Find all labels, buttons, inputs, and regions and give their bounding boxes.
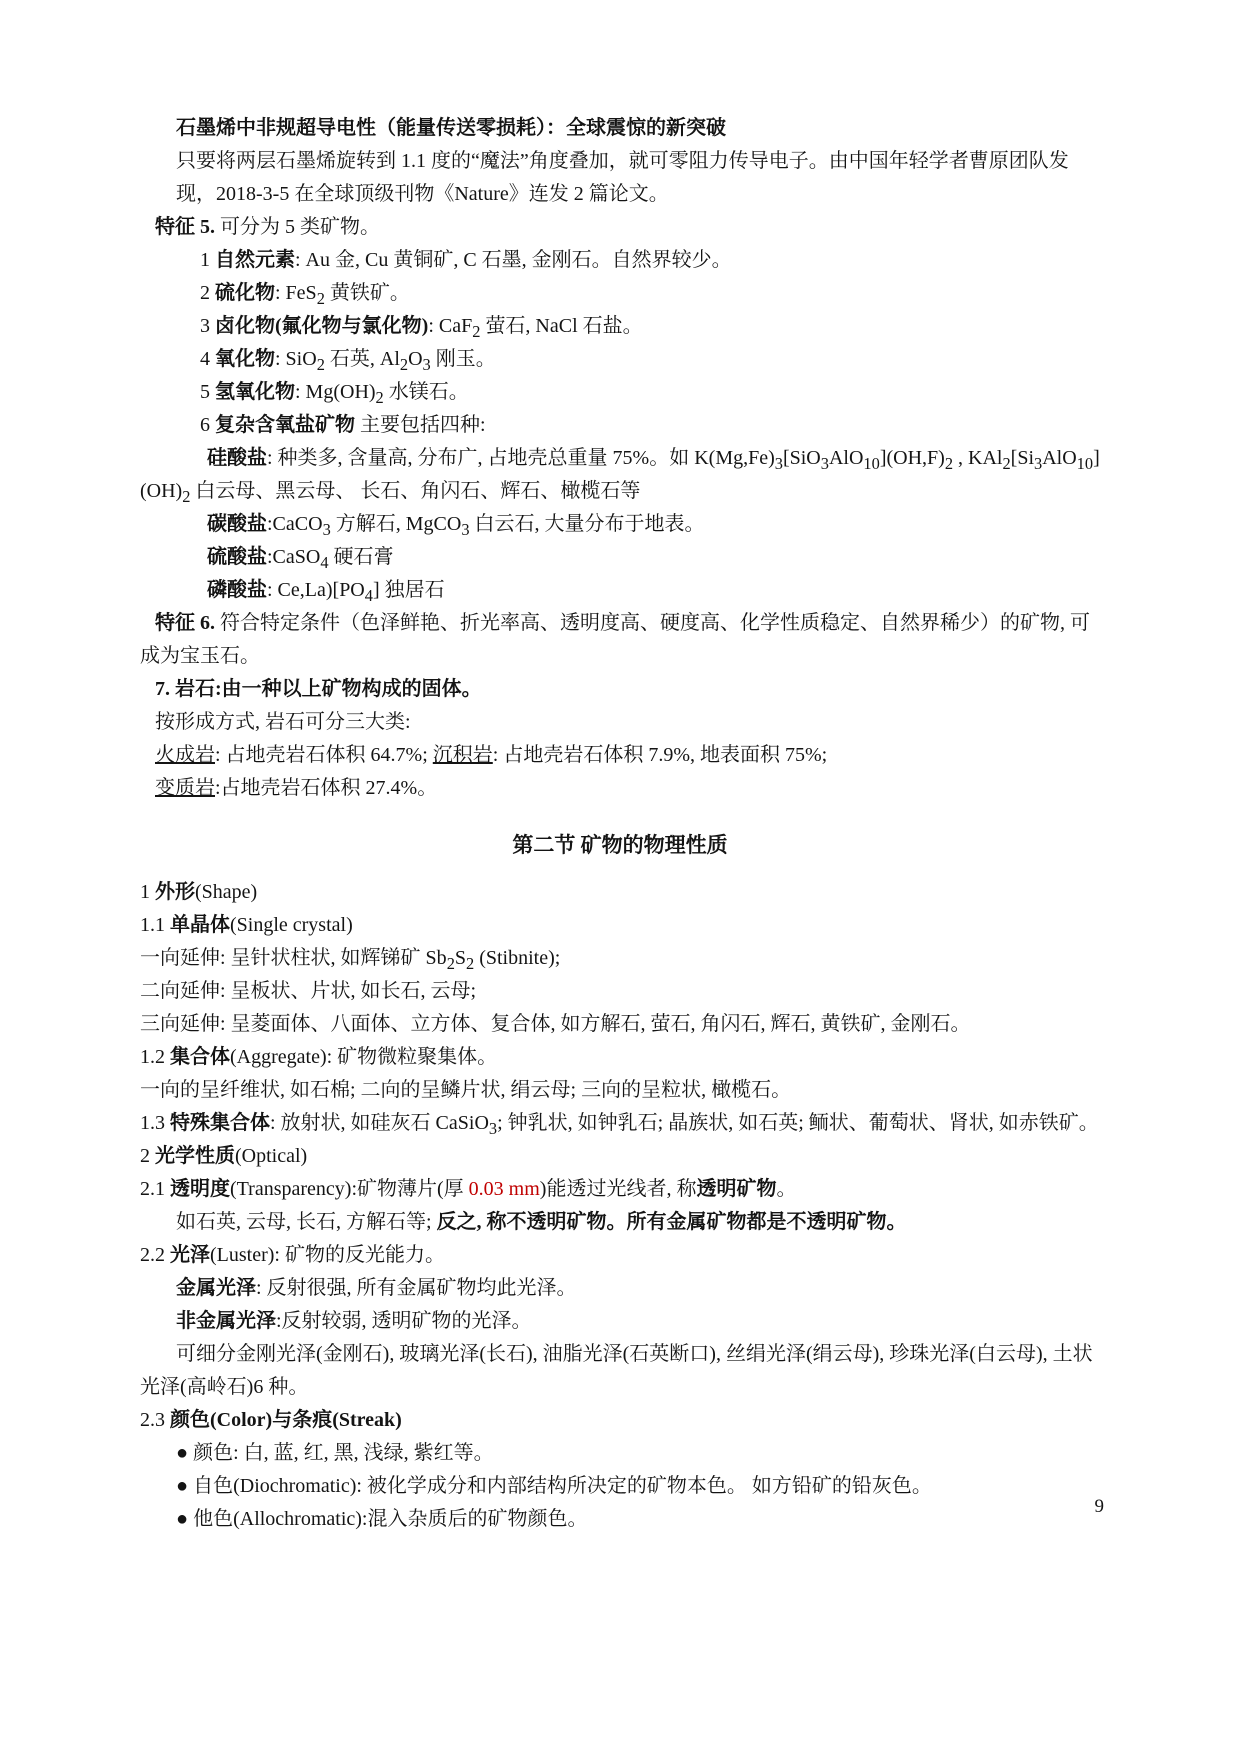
bullet-icon: ● bbox=[176, 1508, 189, 1530]
text-segment: : 占地壳岩石体积 64.7%; bbox=[215, 744, 433, 766]
text-segment: 1 bbox=[140, 881, 155, 903]
text-segment: 二向延伸: 呈板状、片状, 如长石, 云母; bbox=[140, 980, 477, 1002]
text-segment: ; 钟乳状, 如钟乳石; 晶族状, 如石英; 鲕状、葡萄状、肾状, 如赤铁矿。 bbox=[497, 1112, 1099, 1134]
text-segment: ](OH) bbox=[140, 447, 1100, 502]
text-line bbox=[207, 541, 1100, 574]
text-segment: 集合体 bbox=[170, 1046, 230, 1068]
text-segment: [SiO bbox=[782, 447, 821, 469]
text-line bbox=[155, 211, 1100, 244]
text-segment: 萤石, NaCl 石盐。 bbox=[480, 315, 643, 337]
text-line bbox=[155, 706, 1100, 739]
text-segment: 石英, Al bbox=[324, 348, 400, 370]
text-segment: 三向延伸: 呈菱面体、八面体、立方体、复合体, 如方解石, 萤石, 角闪石, 辉石, 黄铁矿, 金刚石。 bbox=[140, 1013, 971, 1035]
text-line bbox=[155, 673, 1100, 706]
text-segment: 自色(Diochromatic): 被化学成分和内部结构所决定的矿物本色。 如方铅矿的铅灰色。 bbox=[188, 1475, 932, 1497]
text-segment: 自然元素 bbox=[215, 249, 295, 271]
text-segment: [Si bbox=[1010, 447, 1035, 469]
text-segment: :CaSO bbox=[267, 546, 321, 568]
text-segment: 6 bbox=[200, 414, 215, 436]
text-segment: 3 bbox=[488, 1119, 498, 1139]
text-segment: :CaCO bbox=[267, 513, 323, 535]
text-line bbox=[207, 508, 1100, 541]
text-line bbox=[200, 343, 1100, 376]
text-segment: (Luster): 矿物的反光能力。 bbox=[210, 1244, 445, 1266]
text-segment: 白云母、黑云母、 长石、角闪石、辉石、橄榄石等 bbox=[190, 480, 641, 502]
text-segment: 金属光泽 bbox=[176, 1277, 256, 1299]
text-segment: 变质岩 bbox=[155, 777, 215, 799]
text-line bbox=[140, 1239, 1100, 1272]
text-segment: 3 bbox=[774, 454, 783, 474]
text-segment: 3 bbox=[1034, 454, 1043, 474]
text-segment: 外形 bbox=[155, 881, 195, 903]
text-segment: 特征 5. bbox=[155, 216, 215, 238]
text-segment: 2.2 bbox=[140, 1244, 170, 1266]
bullet-icon: ● bbox=[176, 1475, 189, 1497]
text-segment: 透明矿物 bbox=[696, 1178, 777, 1200]
text-segment: 2 bbox=[944, 454, 954, 474]
text-segment: 如石英, 云母, 长石, 方解石等; bbox=[176, 1211, 437, 1233]
bullet-icon: ● bbox=[176, 1442, 189, 1464]
text-segment: (Aggregate): 矿物微粒聚集体。 bbox=[230, 1046, 498, 1068]
section-heading bbox=[140, 829, 1100, 862]
text-segment: 他色(Allochromatic):混入杂质后的矿物颜色。 bbox=[188, 1508, 588, 1530]
text-segment: 硫酸盐 bbox=[207, 546, 267, 568]
text-segment: 3 bbox=[820, 454, 829, 474]
text-segment: 主要包括四种: bbox=[355, 414, 486, 436]
text-segment: 可分为 5 类矿物。 bbox=[215, 216, 380, 238]
text-segment: )能透过光线者, 称 bbox=[539, 1178, 697, 1200]
text-segment: 2 bbox=[316, 355, 325, 375]
text-segment: 颜色(Color)与条痕(Streak) bbox=[170, 1409, 402, 1431]
text-segment: : CaF bbox=[428, 315, 473, 337]
text-line bbox=[200, 409, 1100, 442]
text-segment: 2.1 bbox=[140, 1178, 170, 1200]
text-segment: 2 bbox=[1002, 454, 1011, 474]
text-segment: 3 bbox=[322, 520, 331, 540]
page-number: 9 bbox=[1094, 1496, 1104, 1517]
text-segment: 2 bbox=[472, 322, 481, 342]
text-segment: : 放射状, 如硅灰石 CaSiO bbox=[270, 1112, 489, 1134]
text-line bbox=[176, 1437, 1100, 1470]
text-line bbox=[207, 574, 1100, 607]
text-segment: 光泽 bbox=[170, 1244, 210, 1266]
text-line bbox=[140, 607, 1100, 673]
text-segment: S bbox=[454, 947, 467, 969]
text-segment: 复杂含氧盐矿物 bbox=[215, 414, 355, 436]
text-segment: 单晶体 bbox=[170, 914, 230, 936]
text-line bbox=[200, 376, 1100, 409]
text-line bbox=[140, 1008, 1100, 1041]
text-segment: 3 bbox=[422, 355, 431, 375]
text-segment: 4 bbox=[364, 586, 373, 606]
text-segment: : Mg(OH) bbox=[295, 381, 376, 403]
text-segment: 方解石, MgCO bbox=[330, 513, 462, 535]
text-segment: 按形成方式, 岩石可分三大类: bbox=[155, 711, 411, 733]
text-segment: ] 独居石 bbox=[372, 579, 445, 601]
text-line bbox=[155, 772, 1100, 805]
text-segment: ](OH,F) bbox=[879, 447, 945, 469]
text-segment: 1.1 bbox=[140, 914, 170, 936]
text-segment: 火成岩 bbox=[155, 744, 215, 766]
text-segment: 只要将两层石墨烯旋转到 1.1 度的“魔法”角度叠加，就可零阻力传导电子。由中国年轻学者曹原团队发现，2018-3-5 在全球顶级刊物《Nature》连发 2 篇论文。 bbox=[176, 150, 1069, 205]
text-segment: 2 bbox=[316, 289, 325, 309]
text-segment: 氧化物 bbox=[215, 348, 275, 370]
text-segment: 10 bbox=[863, 454, 880, 474]
text-segment: 水镁石。 bbox=[383, 381, 469, 403]
text-line bbox=[140, 975, 1100, 1008]
text-segment: 3 bbox=[200, 315, 215, 337]
text-line bbox=[155, 739, 1100, 772]
text-segment: 氢氧化物 bbox=[215, 381, 295, 403]
text-segment: 2 bbox=[466, 954, 475, 974]
text-segment: 反之, 称不透明矿物。所有金属矿物都是不透明矿物。 bbox=[436, 1211, 907, 1233]
text-line bbox=[140, 1074, 1100, 1107]
text-segment: O bbox=[408, 348, 423, 370]
text-segment: (Single crystal) bbox=[230, 914, 353, 936]
text-segment: AlO bbox=[1042, 447, 1077, 469]
text-line bbox=[200, 277, 1100, 310]
text-line bbox=[176, 1305, 1100, 1338]
text-segment: 白云石, 大量分布于地表。 bbox=[469, 513, 705, 535]
text-segment: 。 bbox=[776, 1178, 797, 1200]
text-segment: : 占地壳岩石体积 7.9%, 地表面积 75%; bbox=[492, 744, 828, 766]
text-segment: :反射较弱, 透明矿物的光泽。 bbox=[276, 1310, 532, 1332]
text-segment: 1 bbox=[200, 249, 215, 271]
text-line bbox=[140, 1173, 1100, 1206]
text-segment: 透明度 bbox=[170, 1178, 230, 1200]
text-segment: : 反射很强, 所有金属矿物均此光泽。 bbox=[256, 1277, 577, 1299]
text-segment: 非金属光泽 bbox=[176, 1310, 276, 1332]
text-segment: 石墨烯中非规超导电性（能量传送零损耗）：全球震惊的新突破 bbox=[176, 117, 726, 139]
text-segment: 2 bbox=[140, 1145, 155, 1167]
text-segment: (Transparency):矿物薄片(厚 bbox=[230, 1178, 469, 1200]
text-segment: 4 bbox=[320, 553, 329, 573]
text-segment: 第二节 矿物的物理性质 bbox=[512, 833, 728, 857]
text-line bbox=[140, 442, 1100, 508]
text-segment: 刚玉。 bbox=[430, 348, 496, 370]
text-segment: 硅酸盐 bbox=[207, 447, 267, 469]
text-line bbox=[176, 1272, 1100, 1305]
document-body bbox=[140, 112, 1100, 1536]
text-segment: 碳酸盐 bbox=[207, 513, 267, 535]
text-line bbox=[176, 145, 1100, 211]
text-segment: 磷酸盐 bbox=[207, 579, 267, 601]
text-line bbox=[200, 310, 1100, 343]
text-segment: 光学性质 bbox=[155, 1145, 235, 1167]
text-segment: , KAl bbox=[953, 447, 1003, 469]
text-segment: 2 bbox=[399, 355, 409, 375]
text-segment: 2 bbox=[375, 388, 384, 408]
text-segment: : Au 金, Cu 黄铜矿, C 石墨, 金刚石。自然界较少。 bbox=[295, 249, 732, 271]
text-segment: 沉积岩 bbox=[432, 744, 493, 766]
text-line bbox=[140, 1338, 1100, 1404]
text-segment: 硫化物 bbox=[215, 282, 275, 304]
text-segment: 特殊集合体 bbox=[170, 1112, 270, 1134]
text-segment: 10 bbox=[1076, 454, 1094, 474]
text-line bbox=[140, 1140, 1100, 1173]
text-segment: 卤化物(氟化物与氯化物) bbox=[215, 315, 429, 337]
text-segment: : FeS bbox=[275, 282, 317, 304]
text-segment: 1.3 bbox=[140, 1112, 170, 1134]
text-line bbox=[176, 1470, 1100, 1503]
text-segment: (Optical) bbox=[235, 1145, 308, 1167]
text-line bbox=[140, 1107, 1100, 1140]
text-segment: 黄铁矿。 bbox=[324, 282, 410, 304]
text-segment: (Shape) bbox=[195, 881, 258, 903]
doc-title bbox=[176, 112, 1100, 145]
text-segment: 一向延伸: 呈针状柱状, 如辉锑矿 Sb bbox=[140, 947, 447, 969]
highlighted-text: 0.03 mm bbox=[468, 1178, 540, 1200]
text-segment: 符合特定条件（色泽鲜艳、折光率高、透明度高、硬度高、化学性质稳定、自然界稀少）的矿物, 可成为宝玉石。 bbox=[140, 612, 1090, 667]
text-line bbox=[140, 909, 1100, 942]
text-segment: : Ce,La)[PO bbox=[267, 579, 365, 601]
text-segment: (Stibnite); bbox=[474, 947, 561, 969]
text-segment: 一向的呈纤维状, 如石棉; 二向的呈鳞片状, 绢云母; 三向的呈粒状, 橄榄石。 bbox=[140, 1079, 792, 1101]
text-line bbox=[140, 876, 1100, 909]
text-segment: 特征 6. bbox=[155, 612, 215, 634]
text-line bbox=[176, 1206, 1100, 1239]
text-segment: 2 bbox=[446, 954, 455, 974]
text-line bbox=[140, 1404, 1100, 1437]
text-segment: 7. 岩石:由一种以上矿物构成的固体。 bbox=[155, 678, 482, 700]
text-segment: : SiO bbox=[275, 348, 317, 370]
text-line bbox=[200, 244, 1100, 277]
text-segment: 3 bbox=[461, 520, 470, 540]
text-segment: 1.2 bbox=[140, 1046, 170, 1068]
text-segment: : 种类多, 含量高, 分布广, 占地壳总重量 75%。如 K(Mg,Fe) bbox=[267, 447, 775, 469]
text-segment: :占地壳岩石体积 27.4%。 bbox=[215, 777, 438, 799]
text-segment: 4 bbox=[200, 348, 215, 370]
text-line bbox=[140, 1041, 1100, 1074]
text-line bbox=[176, 1503, 1100, 1536]
text-segment: 颜色: 白, 蓝, 红, 黑, 浅绿, 紫红等。 bbox=[188, 1442, 494, 1464]
text-segment: 2 bbox=[200, 282, 215, 304]
text-segment: 2 bbox=[182, 487, 191, 507]
text-segment: 2.3 bbox=[140, 1409, 170, 1431]
text-segment: 可细分金刚光泽(金刚石), 玻璃光泽(长石), 油脂光泽(石英断口), 丝绢光泽(绢云母), 珍珠光泽(白云母), 土状光泽(高岭石)6 种。 bbox=[140, 1343, 1093, 1398]
text-segment: 硬石膏 bbox=[328, 546, 394, 568]
text-segment: AlO bbox=[828, 447, 864, 469]
text-segment: 5 bbox=[200, 381, 215, 403]
text-line bbox=[140, 942, 1100, 975]
